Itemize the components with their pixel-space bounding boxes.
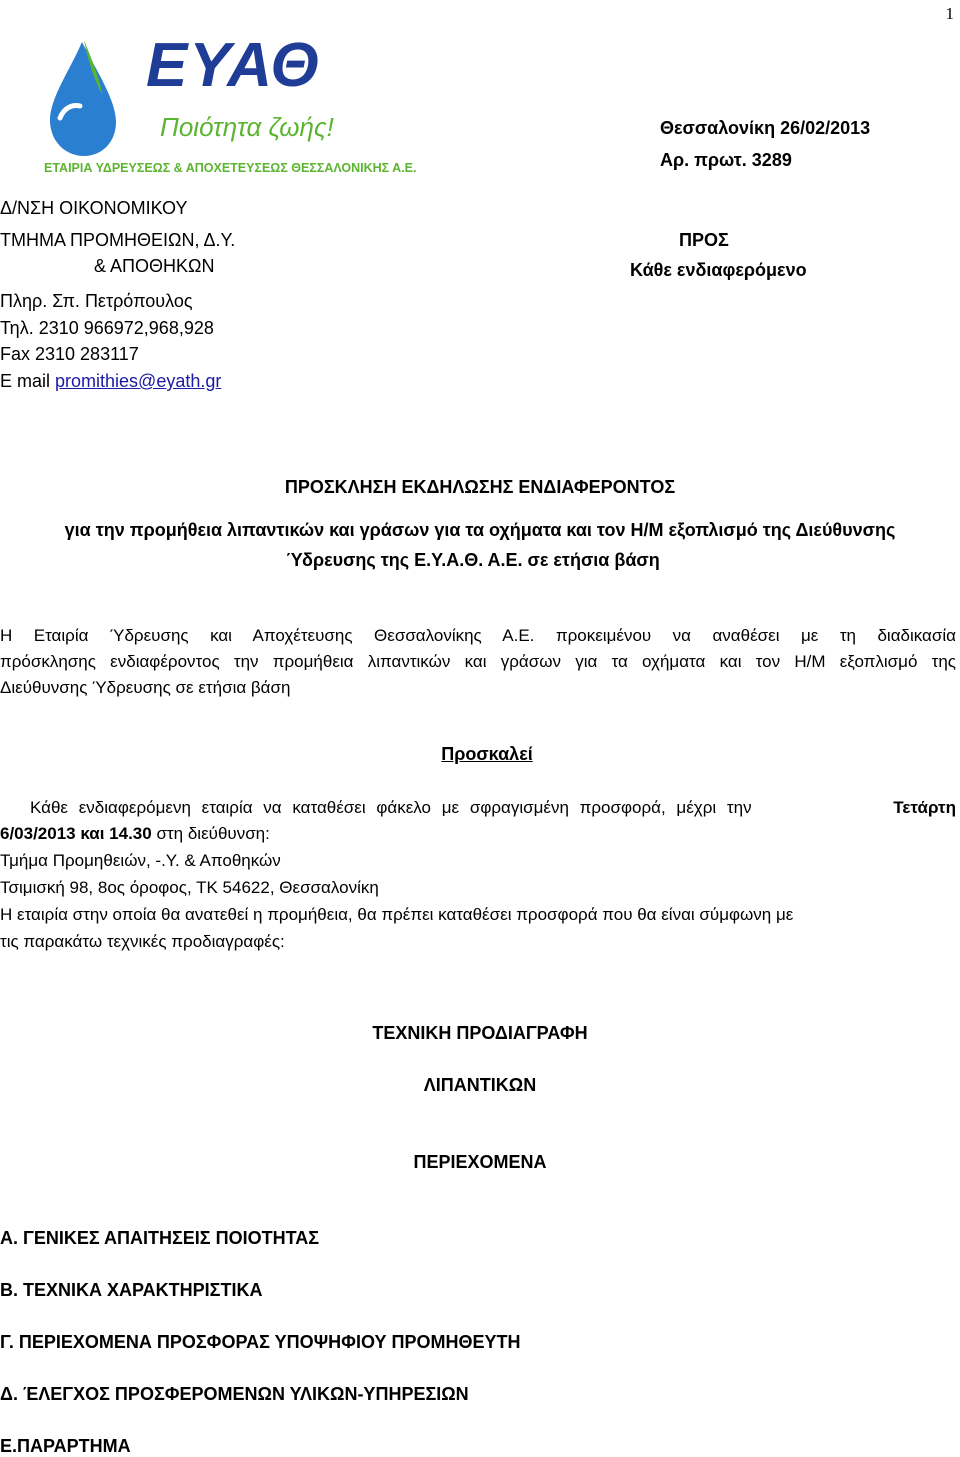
body-line-6: τις παρακάτω τεχνικές προδιαγραφές: xyxy=(0,932,285,951)
place-date: Θεσσαλονίκη 26/02/2013 xyxy=(660,118,871,138)
recipient-value: Κάθε ενδιαφερόμενο xyxy=(630,260,807,280)
sender-dept: Δ/ΝΣΗ ΟΙΚΟΝΟΜΙΚΟΥ xyxy=(0,198,188,218)
sender-section: ΤΜΗΜΑ ΠΡΟΜΗΘΕΙΩΝ, Δ.Υ. xyxy=(0,230,236,250)
body-line-1 xyxy=(30,797,956,818)
sender-section-2: & ΑΠΟΘΗΚΩΝ xyxy=(94,256,215,276)
contents-title: ΠΕΡΙΕΧΟΜΕΝΑ xyxy=(413,1152,547,1172)
invitation-subject-line2: Ύδρευσης της Ε.Υ.Α.Θ. Α.Ε. σε ετήσια βάση xyxy=(286,550,660,570)
toc-item: Α. ΓΕΝΙΚΕΣ ΑΠΑΙΤΗΣΕΙΣ ΠΟΙΟΤΗΤΑΣ xyxy=(0,1228,320,1248)
sender-info: Πληρ. Σπ. Πετρόπουλος xyxy=(0,291,193,311)
body-line-1-text: Κάθε ενδιαφερόμενη εταιρία να καταθέσει φάκελο με σφραγισμένη προσφορά, μέχρι την xyxy=(30,798,752,817)
recipient-label: ΠΡΟΣ xyxy=(679,230,729,250)
sender-fax: Fax 2310 283117 xyxy=(0,344,139,364)
address-dept: Τμήμα Προμηθειών, -.Υ. & Αποθηκών xyxy=(0,851,281,870)
toc-item: Δ. ΈΛΕΓΧΟΣ ΠΡΟΣΦΕΡΟΜΕΝΩΝ ΥΛΙΚΩΝ-ΥΠΗΡΕΣΙΩΝ xyxy=(0,1384,469,1404)
logo-brand: ΕΥΑΘ xyxy=(146,31,321,100)
email-label: E mail xyxy=(0,371,56,391)
invites-heading: Προσκαλεί xyxy=(441,744,533,764)
protocol-number: Αρ. πρωτ. 3289 xyxy=(660,150,792,170)
company-logo xyxy=(42,20,362,160)
logo-slogan: Ποιότητα ζωής! xyxy=(160,112,334,142)
address-street: Τσιμισκή 98, 8ος όροφος, ΤΚ 54622, Θεσσαλονίκη xyxy=(0,878,379,897)
spec-subtitle: ΛΙΠΑΝΤΙΚΩΝ xyxy=(423,1075,537,1095)
invitation-title: ΠΡΟΣΚΛΗΣΗ ΕΚΔΗΛΩΣΗΣ ΕΝΔΙΑΦΕΡΟΝΤΟΣ xyxy=(284,477,676,497)
email-link[interactable]: promithies@eyath.gr xyxy=(55,371,222,391)
company-name: ΕΤΑΙΡΙΑ ΥΔΡΕΥΣΕΩΣ & ΑΠΟΧΕΤΕΥΣΕΩΣ ΘΕΣΣΑΛΟΝΙΚΗΣ Α.Ε. xyxy=(44,161,417,175)
page-number: 1 xyxy=(945,4,954,23)
spec-title: ΤΕΧΝΙΚΗ ΠΡΟΔΙΑΓΡΑΦΗ xyxy=(372,1023,588,1043)
intro-line-1: Η Εταιρία Ύδρευσης και Αποχέτευσης Θεσσαλονίκης Α.Ε. προκειμένου να αναθέσει με τη διαδικασία xyxy=(0,626,956,645)
deadline-date-time: 6/03/2013 και 14.30 xyxy=(0,824,152,843)
toc-item: Γ. ΠΕΡΙΕΧΟΜΕΝΑ ΠΡΟΣΦΟΡΑΣ ΥΠΟΨΗΦΙΟΥ ΠΡΟΜΗΘΕΥΤΗ xyxy=(0,1332,521,1352)
body-line-5: Η εταιρία στην οποία θα ανατεθεί η προμήθεια, θα πρέπει καταθέσει προσφορά που θα είναι σύμφωνη με xyxy=(0,905,794,924)
deadline-day: Τετάρτη xyxy=(893,798,956,817)
water-drop-icon xyxy=(50,42,116,156)
toc-item: Ε.ΠΑΡΑΡΤΗΜΑ xyxy=(0,1436,131,1456)
body-line-2-text: στη διεύθυνση: xyxy=(151,824,270,843)
intro-line-3: Διεύθυνσης Ύδρευσης σε ετήσια βάση xyxy=(0,678,291,697)
intro-line-2: πρόσκλησης ενδιαφέροντος την προμήθεια λιπαντικών και γράσων για τα οχήματα και τον Η/Μ εξοπλισμό της xyxy=(0,652,956,671)
invitation-subject-line1: για την προμήθεια λιπαντικών και γράσων για τα οχήματα και τον Η/Μ εξοπλισμό της Διεύθυνσης xyxy=(64,520,896,540)
toc-item: Β. ΤΕΧΝΙΚΑ ΧΑΡΑΚΤΗΡΙΣΤΙΚΑ xyxy=(0,1280,263,1300)
body-line-2 xyxy=(0,823,270,844)
sender-tel: Τηλ. 2310 966972,968,928 xyxy=(0,318,214,338)
sender-email-line xyxy=(0,370,221,392)
